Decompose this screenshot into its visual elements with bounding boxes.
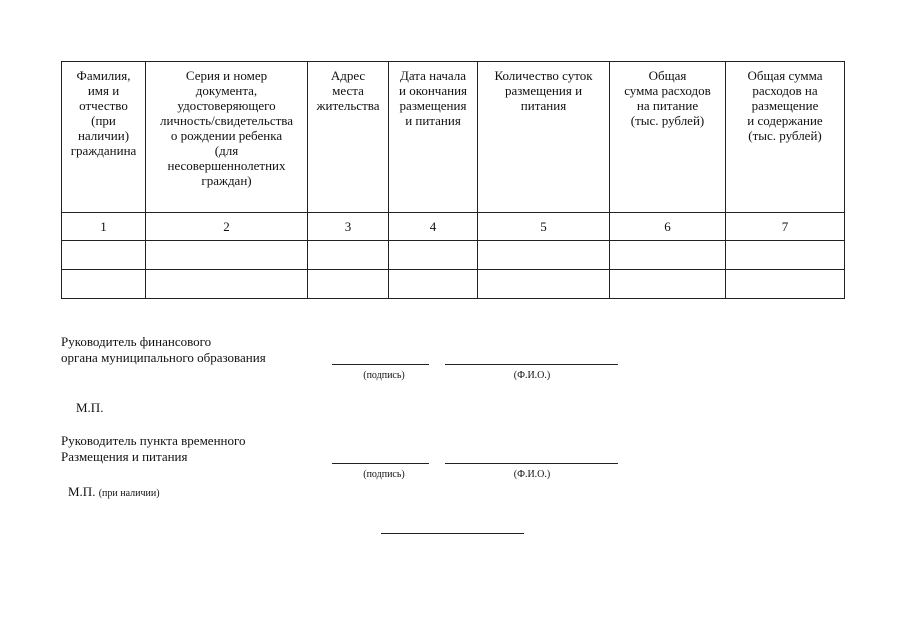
empty-cell[interactable] xyxy=(389,270,478,299)
stamp-label-2 xyxy=(68,484,160,502)
stamp-label: М.П. xyxy=(76,400,104,415)
column-number: 1 xyxy=(62,213,146,241)
empty-cell[interactable] xyxy=(62,241,146,270)
empty-cell[interactable] xyxy=(389,241,478,270)
empty-cell[interactable] xyxy=(308,241,389,270)
finance-signature-caption: (подпись) xyxy=(363,370,405,381)
shelter-signature-line[interactable] xyxy=(332,463,429,464)
empty-cell[interactable] xyxy=(308,270,389,299)
header-cell-accommodation-cost: Общая сумма расходов на размещение и содержание (тыс. рублей) xyxy=(726,62,845,213)
shelter-signature-caption: (подпись) xyxy=(363,469,405,480)
header-cell-address: Адрес места жительства xyxy=(308,62,389,213)
shelter-head-label: Руководитель пункта временного Размещения и питания xyxy=(61,433,246,464)
stamp-note: (при наличии) xyxy=(98,488,160,499)
table-row xyxy=(62,241,845,270)
report-table xyxy=(61,61,845,299)
stamp-label-text: М.П. xyxy=(68,484,96,499)
column-number-row xyxy=(62,213,845,241)
header-cell-full-name: Фамилия, имя и отчество (при наличии) гражданина xyxy=(62,62,146,213)
header-cell-days: Количество суток размещения и питания xyxy=(478,62,610,213)
empty-cell[interactable] xyxy=(478,241,610,270)
finance-name-caption: (Ф.И.О.) xyxy=(513,370,551,381)
table-row xyxy=(62,270,845,299)
column-number: 3 xyxy=(308,213,389,241)
column-number: 4 xyxy=(389,213,478,241)
shelter-name-caption: (Ф.И.О.) xyxy=(513,469,551,480)
column-number: 7 xyxy=(726,213,845,241)
finance-head-label: Руководитель финансового органа муниципального образования xyxy=(61,334,266,365)
column-number: 6 xyxy=(610,213,726,241)
header-cell-food-cost: Общая сумма расходов на питание (тыс. рублей) xyxy=(610,62,726,213)
empty-cell[interactable] xyxy=(610,270,726,299)
empty-cell[interactable] xyxy=(146,241,308,270)
empty-cell[interactable] xyxy=(726,241,845,270)
header-cell-dates: Дата начала и окончания размещения и питания xyxy=(389,62,478,213)
empty-cell[interactable] xyxy=(726,270,845,299)
header-row xyxy=(62,62,845,213)
column-number: 5 xyxy=(478,213,610,241)
column-number: 2 xyxy=(146,213,308,241)
empty-cell[interactable] xyxy=(62,270,146,299)
finance-name-line[interactable] xyxy=(445,364,618,365)
shelter-name-line[interactable] xyxy=(445,463,618,464)
empty-cell[interactable] xyxy=(478,270,610,299)
header-cell-document: Серия и номер документа, удостоверяющего личность/свидетельства о рождении ребенка (для несовершеннолетних граждан) xyxy=(146,62,308,213)
closing-separator-line xyxy=(381,533,524,534)
finance-signature-line[interactable] xyxy=(332,364,429,365)
empty-cell[interactable] xyxy=(610,241,726,270)
empty-cell[interactable] xyxy=(146,270,308,299)
